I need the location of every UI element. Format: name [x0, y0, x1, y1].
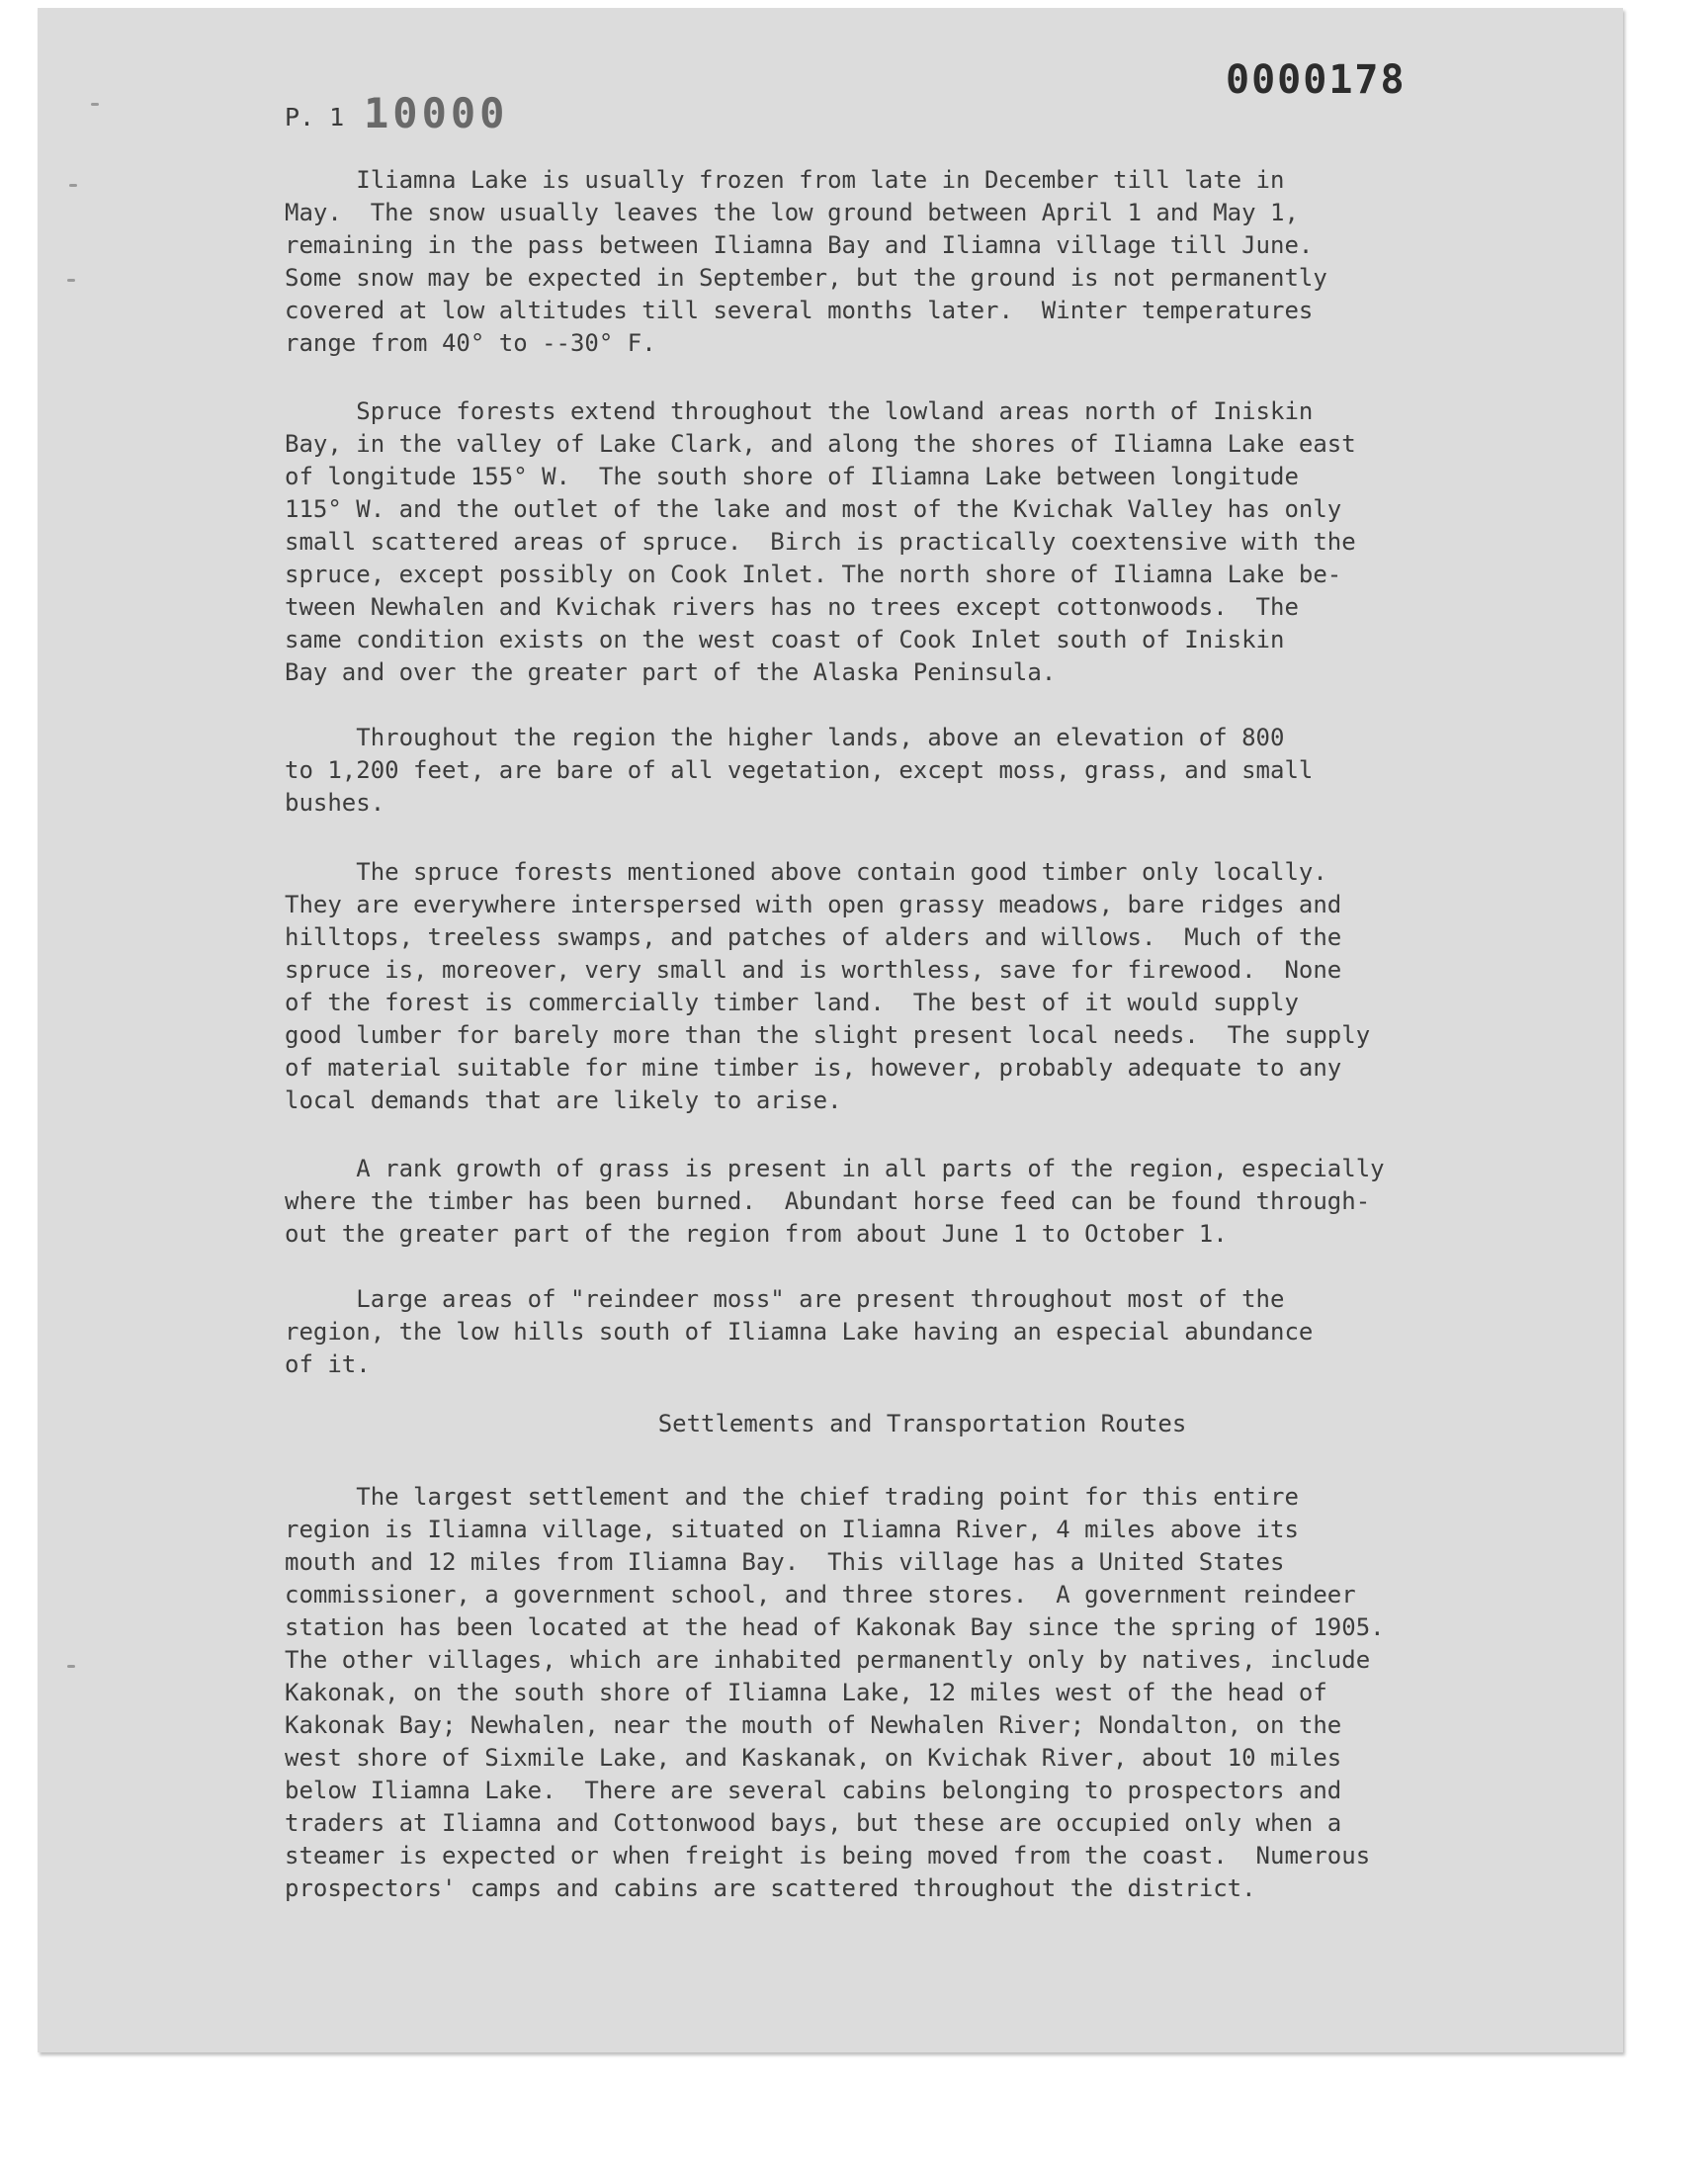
page-number-label: P. 1: [285, 103, 345, 131]
page-stamp-number: 10000: [364, 89, 509, 137]
document-number-stamp: 0000178: [1226, 57, 1407, 103]
paragraph-settlements: The largest settlement and the chief trading point for this entire region is Iliamna village, situated on Iliamna River, 4 miles above its mouth and 12 miles from Iliamna Bay. This village has a United States commissioner, a government school, and three stores. A government reindeer station has been located at the head of Kakonak Bay since the spring of 1905. The other villages, which are inhabited permanently only by natives, include Kakonak, on the south shore of Iliamna Lake, 12 miles west of the head of Kakonak Bay; Newhalen, near the mouth of Newhalen River; Nondalton, on the west shore of Sixmile Lake, and Kaskanak, on Kvichak River, about 10 miles below Iliamna Lake. There are several cabins belonging to prospectors and traders at Iliamna and Cottonwood bays, but these are occupied only when a steamer is expected or when freight is being moved from the coast. Numerous prospectors' camps and cabins are scattered throughout the district.: [285, 1483, 1385, 1902]
paragraph-timber: The spruce forests mentioned above contain good timber only locally. They are everywhere interspersed with open grassy meadows, bare ridges and hilltops, treeless swamps, and patches of alders and willows. Much of the spruce is, moreover, very small and is worthless, save for firewood. None of the forest is commercially timber land. The best of it would supply good lumber for barely more than the slight present local needs. The supply of material suitable for mine timber is, however, probably adequate to any local demands that are likely to arise.: [285, 858, 1371, 1114]
paragraph-climate: Iliamna Lake is usually frozen from late in December till late in May. The snow usually leaves the low ground between April 1 and May 1, remaining in the pass between Iliamna Bay and Iliamna village till June. Some snow may be expected in September, but the ground is not permanently covered at low altitudes till several months later. Winter temperatures range from 40° to --30° F.: [285, 166, 1327, 357]
paragraph-reindeer-moss: Large areas of "reindeer moss" are present throughout most of the region, the low hills south of Iliamna Lake having an especial abundance of it.: [285, 1285, 1314, 1378]
paragraph-spruce-forests: Spruce forests extend throughout the lowland areas north of Iniskin Bay, in the valley of Lake Clark, and along the shores of Iliamna Lake east of longitude 155° W. The south shore of Iliamna Lake between longitude 115° W. and the outlet of the lake and most of the Kvichak Valley has only small scattered areas of spruce. Birch is practically coextensive with the spruce, except possibly on Cook Inlet. The north shore of Iliamna Lake be- tween Newhalen and Kvichak rivers has no trees except cottonwoods. The same condition exists on the west coast of Cook Inlet south of Iniskin Bay and over the greater part of the Alaska Peninsula.: [285, 397, 1356, 686]
margin-mark: [91, 103, 99, 106]
paragraph-higher-lands: Throughout the region the higher lands, above an elevation of 800 to 1,200 feet, are bare of all vegetation, except moss, grass, and small bushes.: [285, 724, 1314, 817]
paragraph-grass: A rank growth of grass is present in all parts of the region, especially where the timber has been burned. Abundant horse feed can be found through- out the greater part of the region from about June 1 to October 1.: [285, 1155, 1385, 1248]
section-heading: Settlements and Transportation Routes: [657, 1410, 1187, 1437]
margin-mark: [67, 1665, 75, 1668]
margin-mark: [67, 279, 75, 282]
margin-mark: [69, 184, 77, 187]
